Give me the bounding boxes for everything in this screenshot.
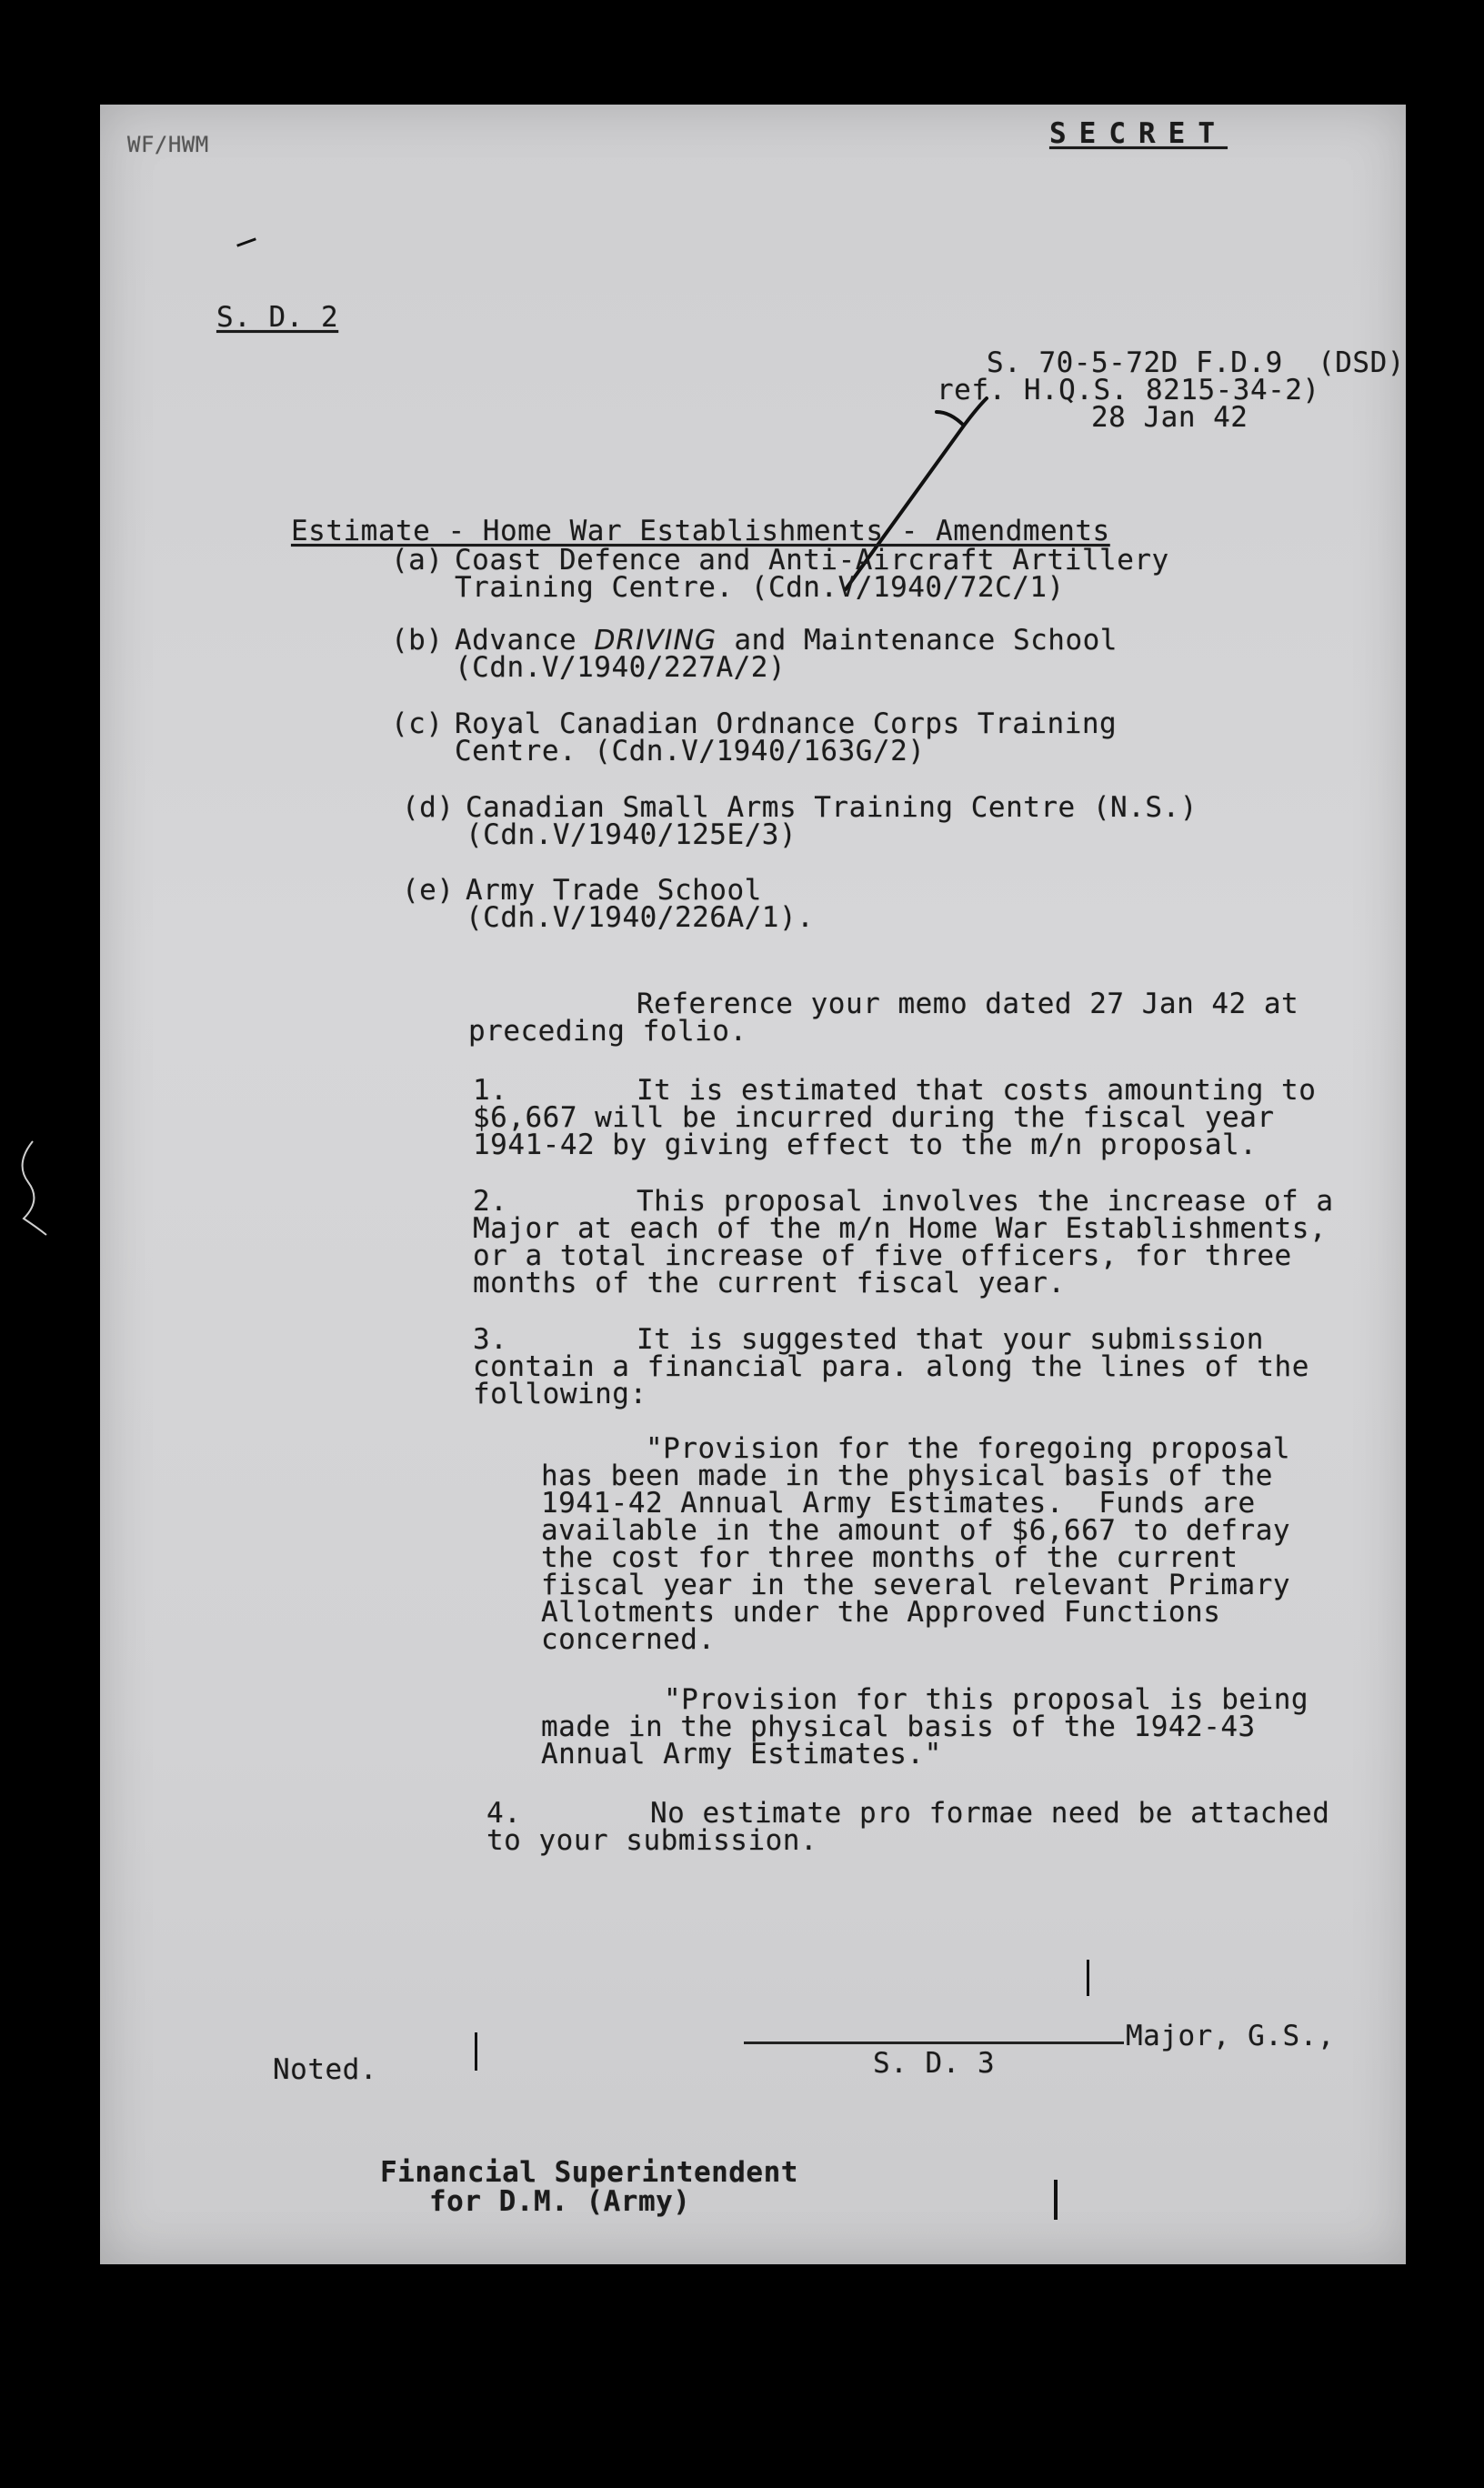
noted-label: Noted. (273, 2053, 377, 2086)
quote-2-line2: made in the physical basis of the 1942-43 (541, 1710, 1256, 1743)
item-c-marker: (c) (391, 707, 444, 740)
document-page (100, 105, 1406, 2264)
quote-2-line3: Annual Army Estimates." (541, 1738, 942, 1771)
para-1-number: 1. (473, 1074, 508, 1107)
item-e-line1: Army Trade School (466, 874, 762, 907)
para-2-line3: or a total increase of five officers, for three (473, 1239, 1292, 1272)
item-d-line1: Canadian Small Arms Training Centre (N.S.) (466, 791, 1198, 824)
quote-1-line6: fiscal year in the several relevant Primary (541, 1569, 1291, 1601)
item-b-marker: (b) (391, 624, 444, 657)
item-b-line2: (Cdn.V/1940/227A/2) (455, 651, 787, 684)
reference-initials: WF/HWM (127, 132, 209, 157)
para-4-number: 4. (486, 1797, 522, 1830)
para-3-line3: following: (473, 1378, 647, 1410)
para-2-line2: Major at each of the m/n Home War Establishments, (473, 1212, 1328, 1245)
fs-line2: for D.M. (Army) (429, 2185, 691, 2218)
subject-title: Estimate - Home War Establishments - Amendments (291, 515, 1110, 547)
item-b-pre: Advance (455, 624, 595, 657)
margin-scribble-icon (5, 1137, 69, 1237)
tick-mark-2 (475, 2032, 477, 2071)
addressee: S. D. 2 (216, 301, 339, 334)
item-e-marker: (e) (402, 874, 455, 907)
quote-2-line1: "Provision for this proposal is being (664, 1683, 1309, 1716)
para-3-line1: It is suggested that your submission (637, 1323, 1264, 1356)
quote-1-line2: has been made in the physical basis of the (541, 1460, 1273, 1492)
para-1-line2: $6,667 will be incurred during the fiscal year (473, 1101, 1275, 1134)
quote-1-line3: 1941-42 Annual Army Estimates. Funds are (541, 1487, 1256, 1520)
file-ref-line1: S. 70-5-72D F.D.9 (DSD) (987, 346, 1405, 379)
reference-line1: Reference your memo dated 27 Jan 42 at (637, 988, 1299, 1020)
para-4-line1: No estimate pro formae need be attached (650, 1797, 1330, 1830)
signature-line (744, 2042, 1124, 2044)
quote-1-line5: the cost for three months of the current (541, 1541, 1238, 1574)
item-c-line2: Centre. (Cdn.V/1940/163G/2) (455, 735, 926, 767)
file-ref-line2: ref. H.Q.S. 8215-34-2) (937, 374, 1320, 406)
para-3-number: 3. (473, 1323, 508, 1356)
item-a-line1: Coast Defence and Anti-Aircraft Artillery (455, 544, 1169, 577)
quote-1-line4: available in the amount of $6,667 to defray (541, 1514, 1291, 1547)
item-d-line2: (Cdn.V/1940/125E/3) (466, 818, 797, 851)
quote-1-line1: "Provision for the foregoing proposal (646, 1432, 1291, 1465)
para-1-line3: 1941-42 by giving effect to the m/n proposal. (473, 1129, 1258, 1161)
para-2-number: 2. (473, 1185, 508, 1218)
item-d-marker: (d) (402, 791, 455, 824)
tick-mark (1087, 1960, 1089, 1996)
signature-rank: Major, G.S., (1126, 2020, 1335, 2052)
tick-mark-3 (1054, 2180, 1058, 2220)
pen-tick-icon (236, 237, 256, 246)
para-3-line2: contain a financial para. along the lines of the (473, 1350, 1309, 1383)
fs-line1: Financial Superintendent (380, 2156, 798, 2189)
classification-stamp: SECRET (1049, 117, 1228, 150)
signature-office: S. D. 3 (873, 2047, 996, 2080)
item-b-handwritten: DRIVING (594, 625, 717, 657)
file-ref-date: 28 Jan 42 (1091, 401, 1248, 434)
item-a-line2: Training Centre. (Cdn.V/1940/72C/1) (455, 571, 1065, 604)
para-1-line1: It is estimated that costs amounting to (637, 1074, 1317, 1107)
quote-1-line8: concerned. (541, 1623, 716, 1656)
item-c-line1: Royal Canadian Ordnance Corps Training (455, 707, 1118, 740)
reference-line2: preceding folio. (468, 1015, 747, 1048)
item-e-line2: (Cdn.V/1940/226A/1). (466, 901, 815, 934)
para-2-line1: This proposal involves the increase of a (637, 1185, 1334, 1218)
para-4-line2: to your submission. (486, 1824, 818, 1857)
para-2-line4: months of the current fiscal year. (473, 1267, 1066, 1299)
item-b-post: and Maintenance School (717, 624, 1118, 657)
quote-1-line7: Allotments under the Approved Functions (541, 1596, 1221, 1629)
item-a-marker: (a) (391, 544, 444, 577)
